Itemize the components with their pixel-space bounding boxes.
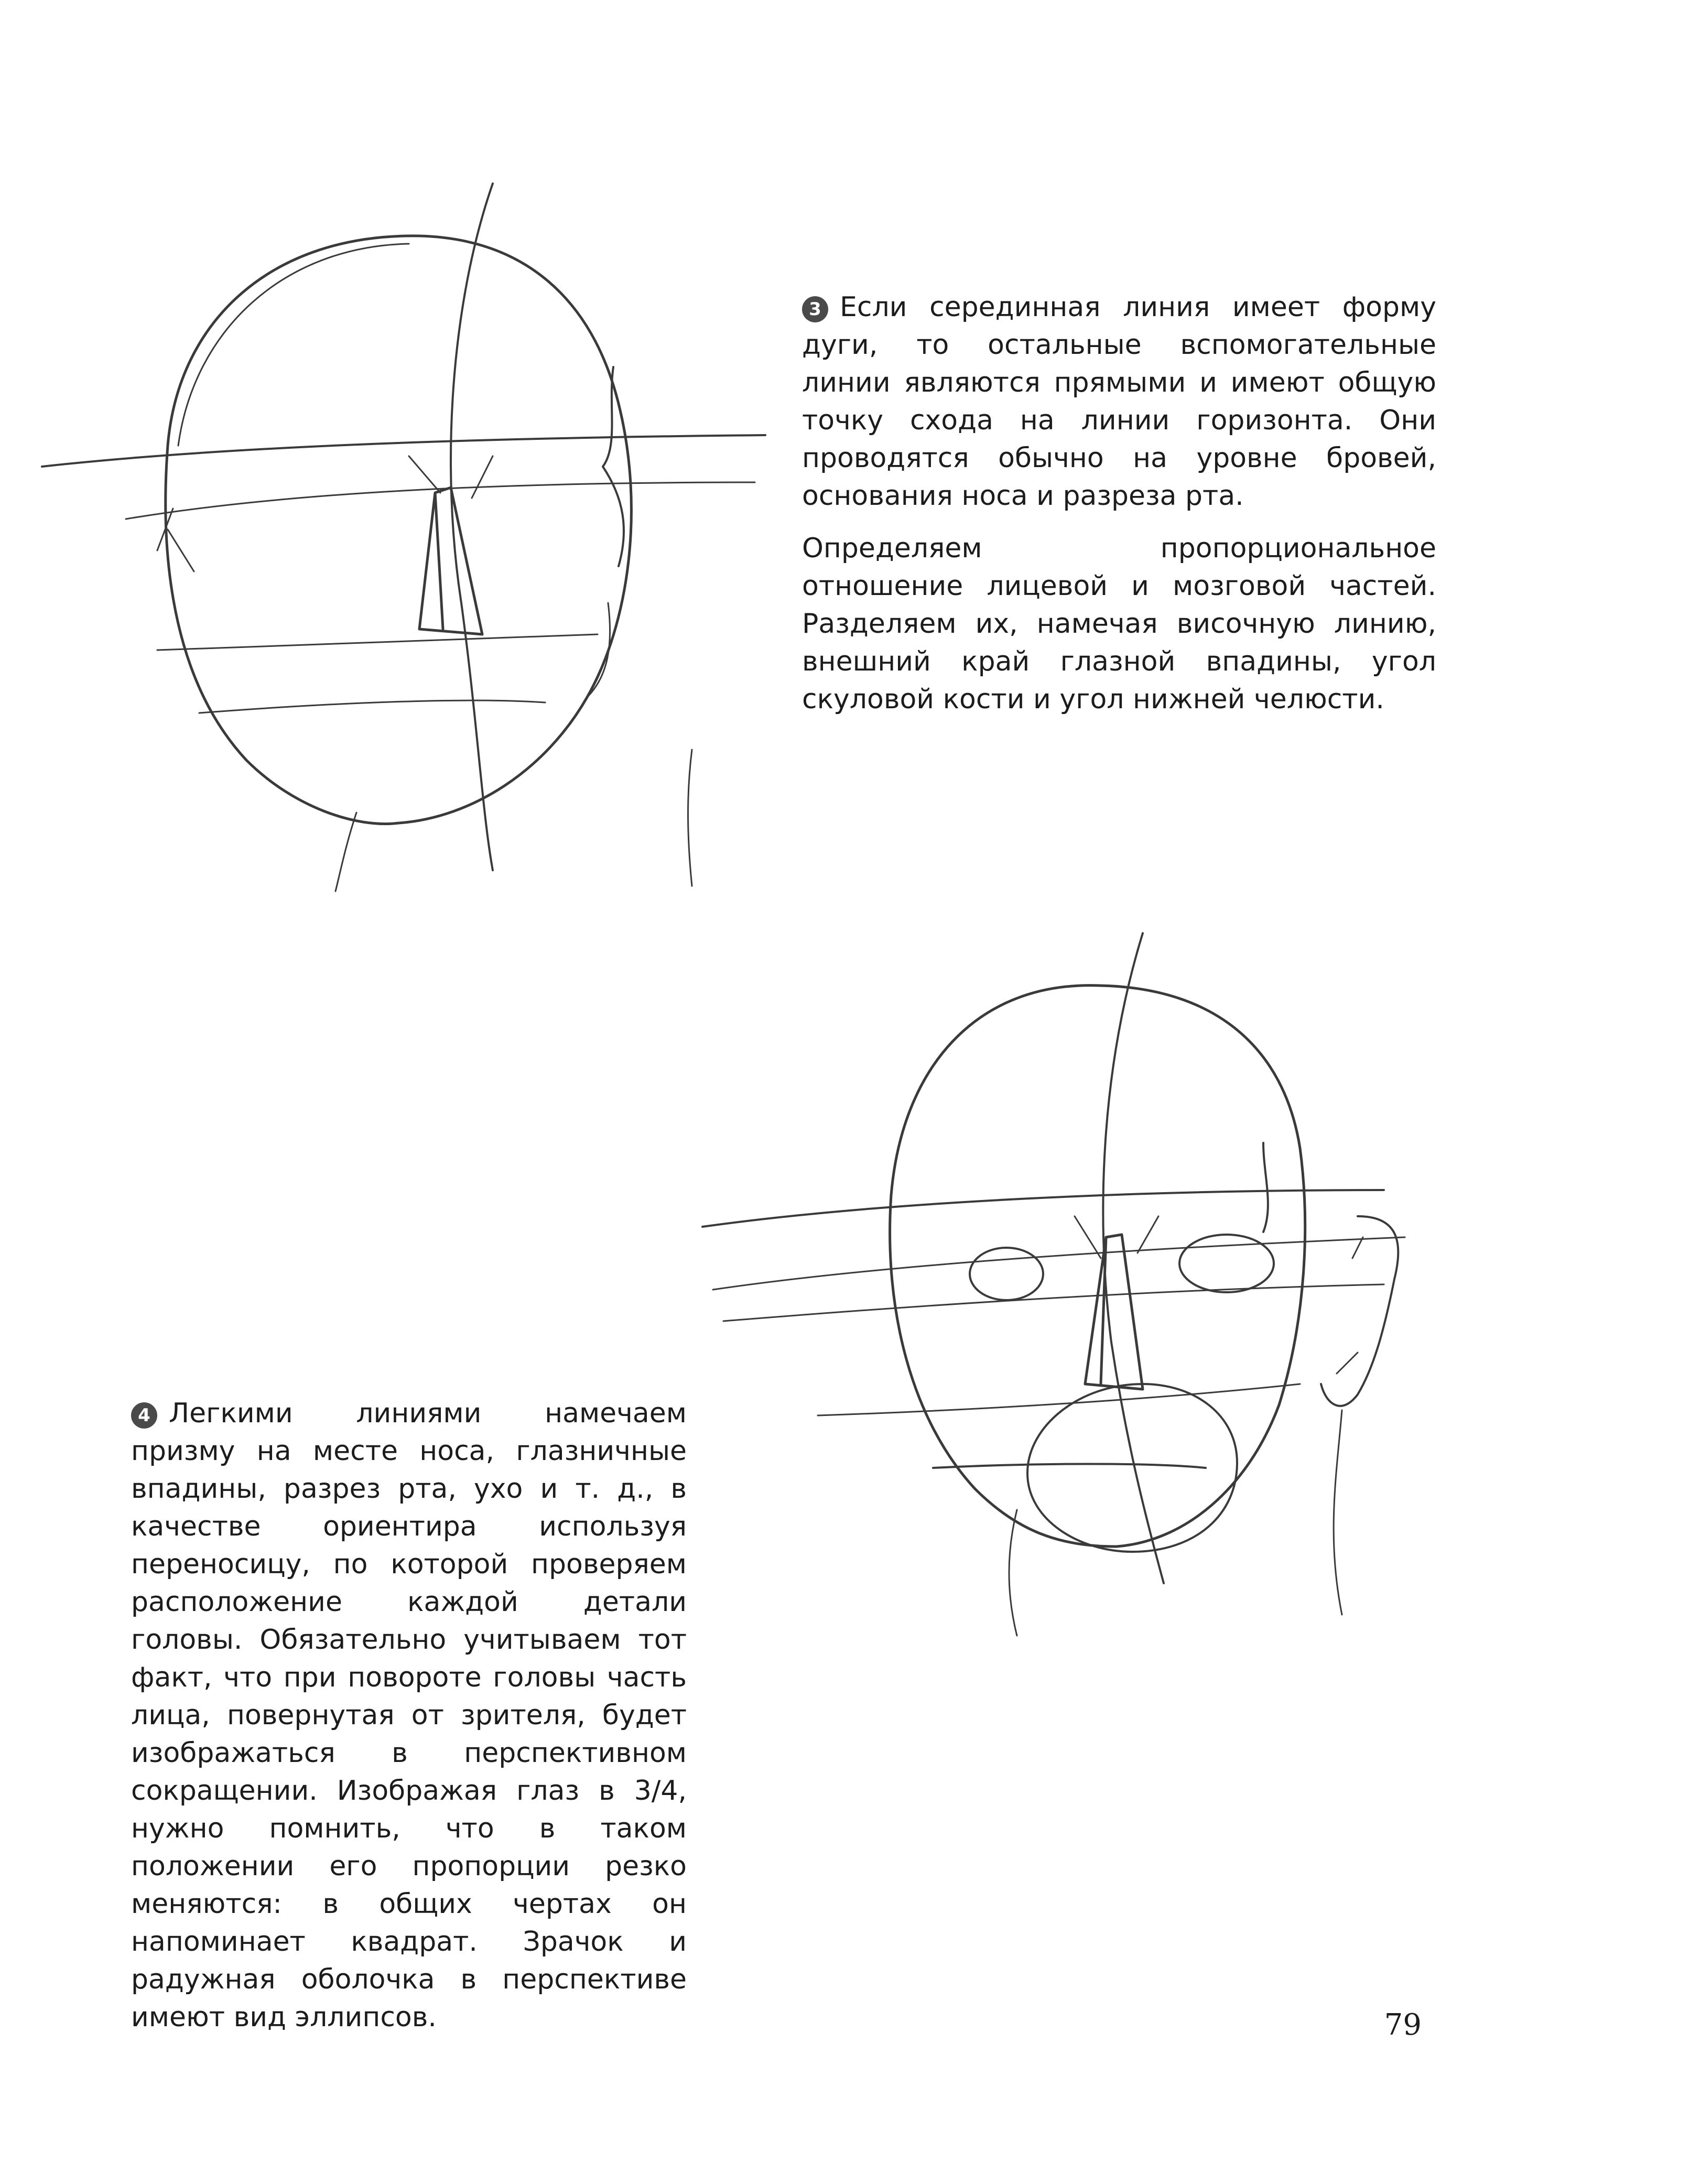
head-sketch-step-4 [681,923,1468,1646]
jaw-line-right [587,603,610,697]
right-eye [1179,1235,1274,1292]
step-number-badge: 3 [802,296,828,322]
brow-line [42,435,765,467]
nose-base-line [818,1384,1300,1415]
mouth-line [933,1464,1206,1468]
step-number-badge: 4 [131,1402,157,1429]
neck-right [688,750,692,886]
mouth-line [199,700,545,713]
step-4-paragraph-1-text: Легкими линиями намечаем призму на месте носа, глазничные впадины, разрез рта, ухо и т. д., в качестве ориентира используя переносицу, по которой проверяем расположение каждой детали головы. Обязательно учитываем тот факт, что при повороте головы часть лица, повернутая от зрителя, будет изображаться в перспективном сокращении. Изображая глаз в 3/4, нужно помнить, что в таком положении его пропорции резко меняются: в общих чертах он напоминает квадрат. Зрачок и радужная оболочка в перспективе имеют вид эллипсов. [131,1398,687,2033]
ear-marks [1337,1237,1363,1374]
head-outline [890,986,1305,1547]
step-4-paragraph-1 [131,1394,687,2036]
temple-line [1263,1143,1268,1232]
head-outline [166,236,632,824]
nose-prism [1085,1235,1143,1389]
eye-line [713,1237,1405,1290]
nose-prism [419,488,482,634]
left-eye [970,1248,1043,1300]
neck-right [1334,1410,1342,1615]
step-3-text [802,288,1436,718]
cheek-mark-left [157,509,194,571]
step-3-paragraph-1-text: Если серединная линия имеет форму дуги, то остальные вспомогательные линии являются прямыми и имеют общую точку схода на линии горизонта. Они проводятся обычно на уровне бровей, основания носа и разреза рта. [802,291,1436,512]
midline-arc [451,183,493,870]
step-3-paragraph-1 [802,288,1436,515]
page-number: 79 [1384,2008,1422,2042]
temple-line [603,367,624,566]
neck-left [335,813,356,891]
neck-left [1009,1510,1017,1636]
midline-arc [1103,933,1164,1583]
step-4-text [131,1394,687,2036]
eye-line-2 [723,1284,1384,1321]
head-outline-retrace [178,244,409,446]
step-3-paragraph-2: Определяем пропорциональное отношение лицевой и мозговой частей. Разделяем их, намечая височную линию, внешний край глазной впадины, угол скуловой кости и угол нижней челюсти. [802,533,1436,715]
head-sketch-step-3 [21,173,786,896]
brow-line [702,1190,1384,1227]
brow-line-2 [126,482,755,519]
nose-base-line [157,634,598,650]
